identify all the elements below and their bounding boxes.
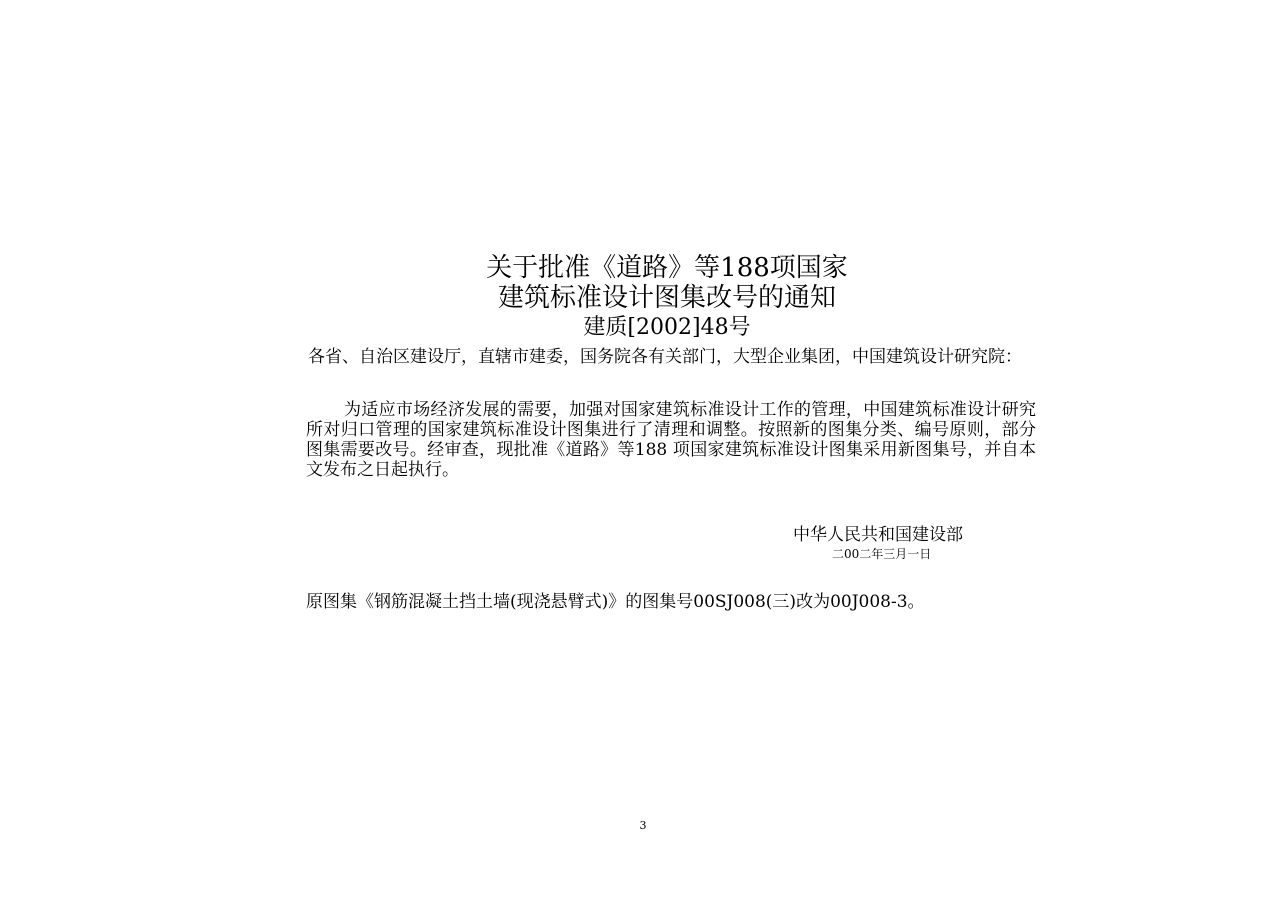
issue-date: 二00二年三月一日 [832, 547, 932, 561]
renumbering-note: 原图集《钢筋混凝土挡土墙(现浇悬臂式)》的图集号00SJ008(三)改为00J008-3。 [306, 592, 925, 612]
notice-title-line-2: 建筑标准设计图集改号的通知 [497, 283, 836, 313]
issuing-authority: 中华人民共和国建设部 [793, 525, 963, 545]
document-number: 建质[2002]48号 [583, 315, 751, 340]
page-number: 3 [639, 819, 647, 832]
notice-title-line-1: 关于批准《道路》等188项国家 [486, 253, 848, 283]
addressee-paragraph: 各省、自治区建设厅，直辖市建委，国务院各有关部门，大型企业集团，中国建筑设计研究院： [308, 347, 1022, 367]
body-paragraph: 为适应市场经济发展的需要，加强对国家建筑标准设计工作的管理，中国建筑标准设计研究所对归口管理的国家建筑标准设计图集进行了清理和调整。按照新的图集分类、编号原则，部分图集需要改号。经审查，现批准《道路》等188 项国家建筑标准设计图集采用新图集号，并自本文发布之日起执行。 [306, 400, 1036, 480]
